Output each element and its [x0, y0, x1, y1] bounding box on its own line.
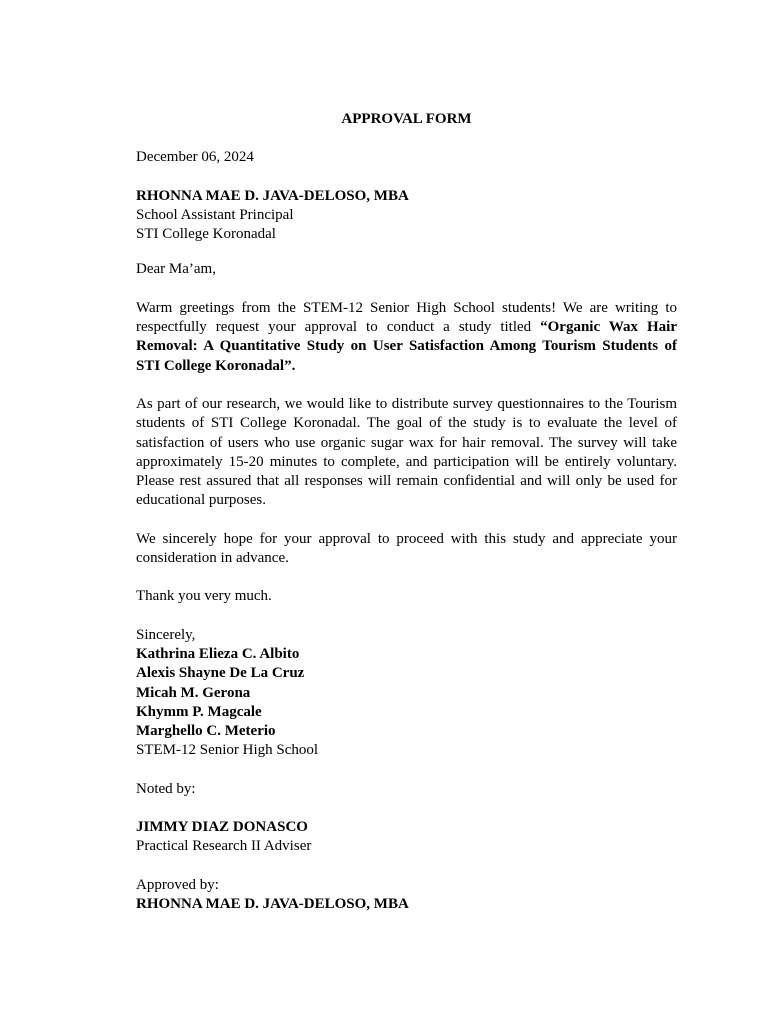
recipient-name: RHONNA MAE D. JAVA-DELOSO, MBA: [136, 187, 409, 204]
letter-date: December 06, 2024: [136, 149, 254, 166]
paragraph-hope: We sincerely hope for your approval to proceed with this study and appreciate your consideration in advance.: [136, 530, 677, 567]
recipient-school: STI College Koronadal: [136, 226, 276, 243]
signatory-name: Micah M. Gerona: [136, 684, 251, 701]
signatory-name: Alexis Shayne De La Cruz: [136, 665, 305, 682]
paragraph-request: [136, 299, 677, 376]
study-title: “Organic Wax Hair Removal: A Quantitative Study on User Satisfaction Among Tourism Students of STI College Koronadal”.: [136, 319, 678, 374]
closing-line: Sincerely,: [136, 626, 196, 643]
adviser-position: Practical Research II Adviser: [136, 838, 312, 855]
approved-by-label: Approved by:: [136, 876, 219, 893]
approver-name: RHONNA MAE D. JAVA-DELOSO, MBA: [136, 895, 409, 912]
paragraph-survey: As part of our research, we would like to distribute survey questionnaires to the Tourism students of STI College Koronadal. The goal of the study is to evaluate the level of satisfaction of users who use organic sugar wax for hair removal. The survey will take approximately 15-20 minutes to complete, and participation will be entirely voluntary. Please rest assured that all responses will remain confidential and will only be used for educational purposes.: [136, 395, 677, 509]
salutation: Dear Ma’am,: [136, 261, 216, 278]
signatory-group: STEM-12 Senior High School: [136, 742, 319, 759]
signatory-name: Kathrina Elieza C. Albito: [136, 645, 300, 662]
signatory-name: Khymm P. Magcale: [136, 703, 262, 720]
form-title: APPROVAL FORM: [341, 111, 472, 127]
thanks-line: Thank you very much.: [136, 588, 272, 605]
letter-body: [136, 110, 677, 914]
request-text: Warm greetings from the STEM-12 Senior High School students! We are writing to respectfully request your approval to conduct a study titled: [136, 299, 677, 336]
noted-by-label: Noted by:: [136, 780, 196, 797]
adviser-name: JIMMY DIAZ DONASCO: [136, 819, 308, 836]
recipient-position: School Assistant Principal: [136, 206, 294, 223]
signatory-name: Marghello C. Meterio: [136, 723, 276, 740]
